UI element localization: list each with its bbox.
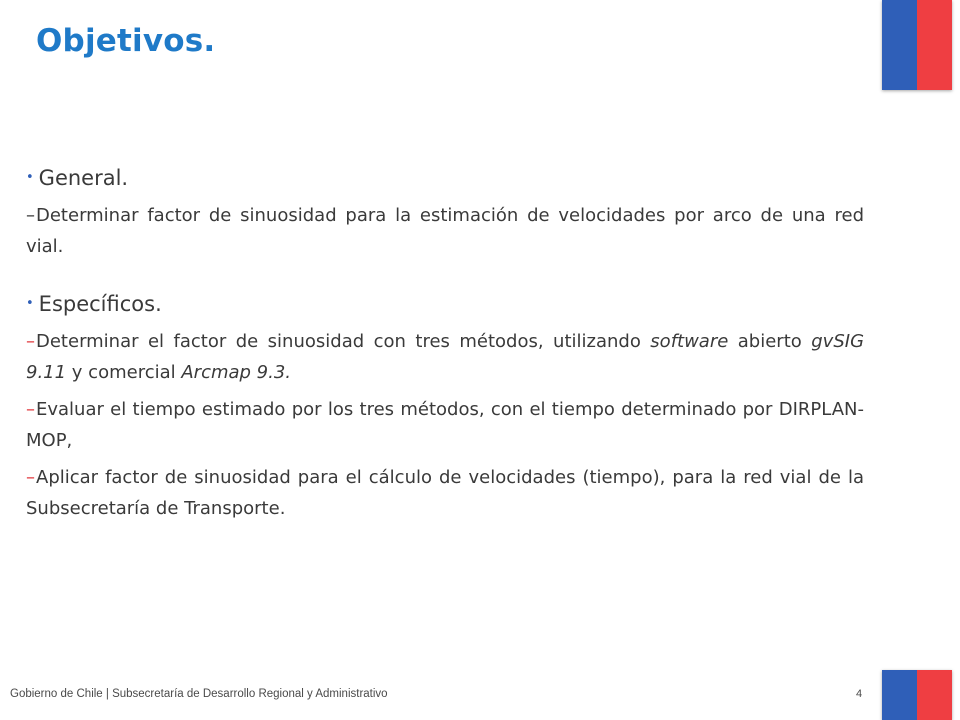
item-text: y comercial: [66, 362, 182, 383]
item-text: Evaluar el tiempo estimado por los tres métodos, con el tiempo determinado por DIRPLAN-MOP,: [26, 399, 864, 451]
chile-flag-logo-top: [882, 0, 952, 90]
flag-red-stripe: [917, 0, 952, 90]
dash-icon: –: [26, 467, 35, 488]
dash-icon: –: [26, 205, 35, 226]
item-emphasis: gvSIG 9.11: [26, 331, 865, 383]
especificos-heading: Específicos.: [38, 292, 162, 316]
especificos-item-2: [26, 394, 864, 456]
general-heading: General.: [38, 166, 129, 190]
page-number: 4: [856, 688, 863, 700]
especificos-item-1: [26, 326, 864, 388]
flag-blue-stripe: [882, 0, 917, 90]
page-title: Objetivos.: [36, 23, 216, 59]
dash-icon: –: [26, 331, 35, 352]
bullet-general: [26, 162, 864, 194]
bullet-dot-icon: •: [26, 296, 34, 311]
item-text: Determinar el factor de sinuosidad con tres métodos, utilizando: [36, 331, 651, 352]
slide-content: [26, 162, 864, 524]
flag-red-stripe: [917, 670, 952, 720]
flag-blue-stripe: [882, 670, 917, 720]
bullet-dot-icon: •: [26, 170, 34, 185]
item-emphasis: Arcmap 9.3.: [181, 362, 292, 383]
bullet-especificos: [26, 288, 864, 320]
item-text: Aplicar factor de sinuosidad para el cálculo de velocidades (tiempo), para la red vial de la Subsecretaría de Transporte.: [26, 467, 864, 519]
especificos-item-3: [26, 462, 864, 524]
general-item: [26, 200, 864, 262]
dash-icon: –: [26, 399, 35, 420]
chile-flag-logo-bottom: [882, 670, 952, 720]
footer-text: Gobierno de Chile | Subsecretaría de Desarrollo Regional y Administrativo: [10, 688, 388, 700]
general-item-text: Determinar factor de sinuosidad para la estimación de velocidades por arco de una red vial.: [26, 205, 864, 257]
item-text: abierto: [728, 331, 812, 352]
item-emphasis: software: [650, 331, 729, 352]
